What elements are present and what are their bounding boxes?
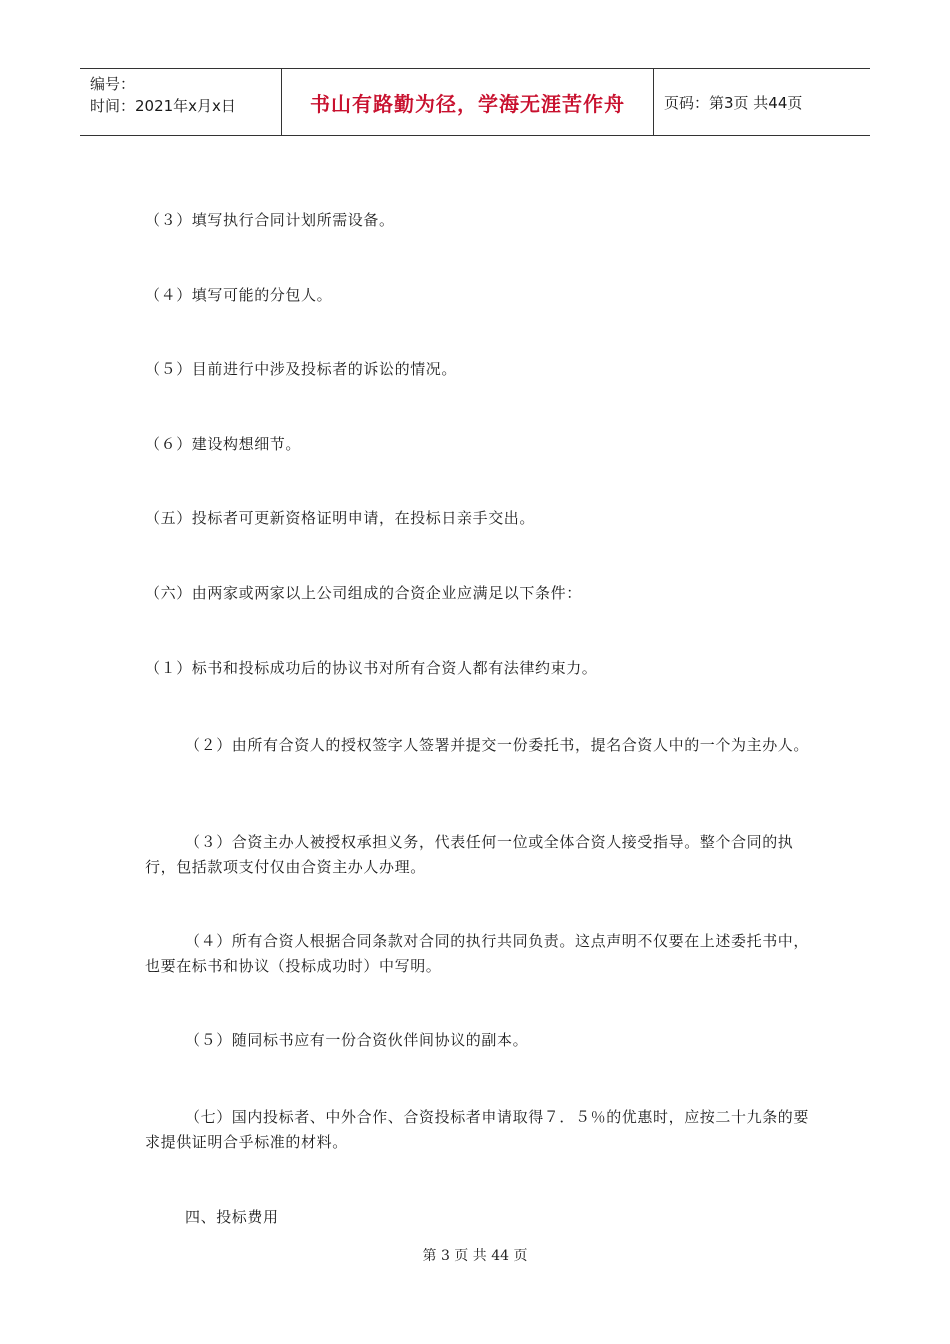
- paragraph-5: （五）投标者可更新资格证明申请，在投标日亲手交出。: [145, 509, 536, 527]
- paragraph-9: （３）合资主办人被授权承担义务，代表任何一位或全体合资人接受指导。整个合同的执行，包括款项支付仅由合资主办人办理。: [145, 833, 794, 876]
- paragraph-3: （５）目前进行中涉及投标者的诉讼的情况。: [145, 360, 458, 378]
- document-number-label: 编号：: [90, 75, 136, 93]
- page-footer: 第 3 页 共 44 页: [422, 1248, 528, 1264]
- paragraph-4: （６）建设构想细节。: [145, 435, 302, 453]
- paragraph-2: （４）填写可能的分包人。: [145, 286, 333, 304]
- paragraph-7: （１）标书和投标成功后的协议书对所有合资人都有法律约束力。: [145, 659, 598, 677]
- paragraph-10: （４）所有合资人根据合同条款对合同的执行共同负责。这点声明不仅要在上述委托书中，也要在标书和协议（投标成功时）中写明。: [145, 932, 810, 975]
- paragraph-1: （３）填写执行合同计划所需设备。: [145, 211, 395, 229]
- header-page-label: 页码：第3页 共44页: [664, 93, 803, 112]
- page-header: [80, 68, 870, 136]
- paragraph-11: （５）随同标书应有一份合资伙伴间协议的副本。: [185, 1031, 529, 1049]
- section-heading-bid-cost: 四、投标费用: [185, 1208, 279, 1226]
- document-time-label: 时间：2021年x月x日: [90, 97, 236, 115]
- paragraph-6: （六）由两家或两家以上公司组成的合资企业应满足以下条件：: [145, 584, 582, 602]
- header-info-cell: [80, 69, 282, 135]
- header-motto: 书山有路勤为径，学海无涯苦作舟: [282, 69, 654, 135]
- paragraph-12: （七）国内投标者、中外合作、合资投标者申请取得７．５％的优惠时，应按二十九条的要求提供证明合乎标准的材料。: [145, 1108, 810, 1151]
- paragraph-8: （２）由所有合资人的授权签字人签署并提交一份委托书，提名合资人中的一个为主办人。: [185, 736, 810, 754]
